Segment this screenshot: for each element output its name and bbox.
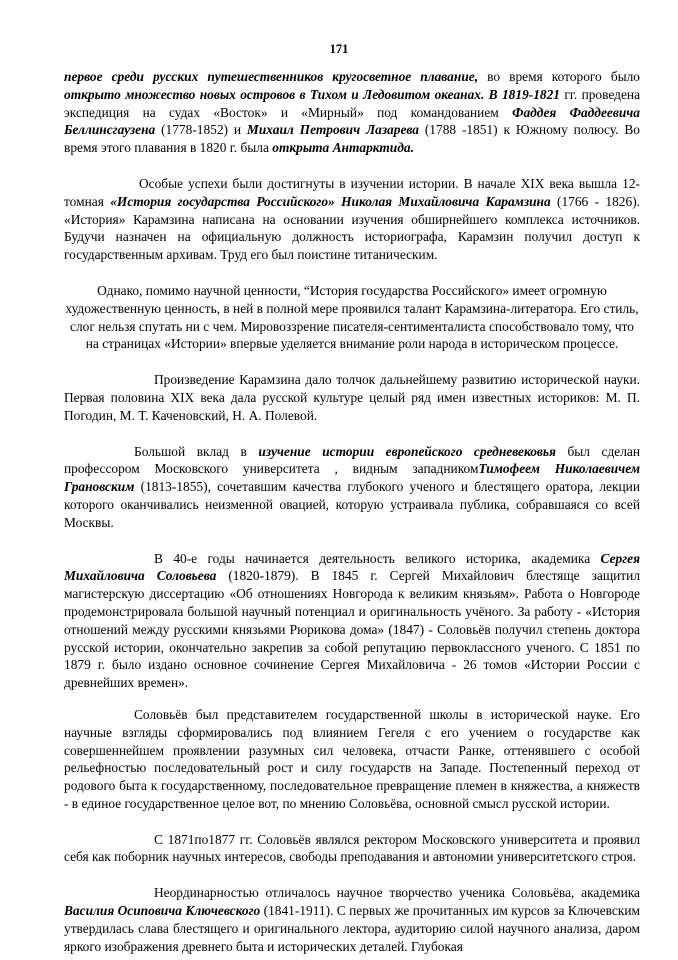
body-text: С 1871по1877 гг. Соловьёв являлся ректором Московского университета и проявил себя как поборник научных интересов, свободы преподавания и автономии университетского строя. — [64, 831, 640, 865]
paragraph-solovyov-rector — [64, 831, 640, 867]
body-text: (1820-1879). В 1845 г. Сергей Михайлович блестяще защитил магистерскую диссертацию «Об отношениях Новгорода к великим князьям». Работа о Новгороде продемонстрировала большой научный потенциал и оригинальность учёного. За работу - «История отношений между русскими князьями Рюрикова дома» (1847) - Соловьёв получил степень доктора русской истории, окончательно закрепив за собой репутацию первоклассного ученого. С 1851 по 1879 г. было издано основное сочинение Сергея Михайловича - 26 томов «Истории России с древнейших времен». — [64, 568, 641, 691]
body-text: (1788 -1851) к Южному полюсу. Во время этого плавания в 1820 г. была — [64, 122, 640, 156]
body-text: В 40-е годы начинается деятельность великого историка, академика — [154, 550, 601, 566]
emphasis-text: Фаддея Фаддеевича Беллинсгаузена — [64, 104, 640, 138]
body-text: во время которого было — [478, 69, 641, 84]
body-text: Особые успехи были достигнуты в изучении истории. В начале XIX века вышла 12-томная — [64, 175, 640, 209]
paragraph-historians — [64, 371, 640, 424]
emphasis-text: Тимофеем Николаевичем Грановским — [64, 461, 640, 495]
paragraph-solovyov — [64, 550, 640, 692]
body-text: (1778-1852) и — [155, 122, 247, 138]
emphasis-text: первое среди русских путешественников кругосветное плавание, — [64, 69, 479, 84]
body-text: Однако, помимо научной ценности, “История государства Российского» имеет огромную художественную ценность, в ней в полной мере проявился талант Карамзина-литератора. Его стиль, слог нельзя спутать ни с чем. Мировоззрение писателя-сентименталиста способствовало тому, что на страницах «Истории» впервые уделяется внимание роли народа в историческом процессе. — [65, 282, 639, 352]
body-text: гг. проведена экспедиция на судах «Восток» и «Мирный» под командованием — [64, 86, 641, 120]
emphasis-text: Василия Осиповича Ключевского — [64, 903, 261, 919]
paragraph-karamzin-history — [64, 175, 640, 264]
emphasis-text: изучение истории европейского средневековья — [258, 443, 556, 459]
page-number: 171 — [329, 42, 349, 56]
paragraph-klyuchevsky — [64, 884, 640, 955]
page-body — [64, 68, 640, 955]
body-text: Большой вклад в — [134, 443, 259, 459]
body-text: Произведение Карамзина дало толчок дальнейшему развитию исторической науки. Первая половина XIX века дала русской культуре целый ряд имен известных историков: М. П. Погодин, М. Т. Каченовский, Н. А. Полевой. — [64, 372, 640, 423]
body-text: был сделан профессором Московского университета , видным западником — [64, 443, 640, 477]
body-text: (1813-1855), сочетавшим качества глубокого ученого и блестящего оратора, лекции которого оканчивались неизменной овацией, которую устраивала публика, собравшаяся со всей Москвы. — [64, 479, 640, 530]
body-text: Неординарностью отличалось научное творчество ученика Соловьёва, академика — [154, 885, 640, 901]
body-text: Соловьёв был представителем государственной школы в исторической науке. Его научные взгляды сформировались под влиянием Гегеля с его учением о государстве как совершеннейшем проявлении разумных сил человека, отчасти Ранке, оттенявшего с особой рельефностью последовательный рост и силу государств на Западе. Постепенный переход от родового быта к государственному, последовательное превращение племен в княжества, а княжеств - в единое государственное целое вот, по мнению Соловьёва, основной смысл русской истории. — [64, 706, 640, 811]
body-text: (1766 - 1826). «История» Карамзина написана на основании изучения обширнейшего комплекса источников. Будучи назначен на официальную должность историографа, Карамзин получил доступ к государственным архивам. Труд его был поистине титаническим. — [64, 193, 640, 263]
body-text: (1841-1911). С первых же прочитанных им курсов за Ключевским утвердилась слава блестящего и оригинального лектора, аудиторию силой научного анализа, даром яркого изображения древнего быта и исторических деталей. Глубокая — [64, 903, 640, 954]
emphasis-text: открыто множество новых островов в Тихом и Ледовитом океанах. В 1819-1821 — [64, 86, 561, 102]
paragraph-expedition — [64, 68, 640, 157]
emphasis-text: Сергея Михайловича Соловьева — [64, 550, 640, 584]
emphasis-text: Михаил Петрович Лазарева — [246, 122, 419, 138]
paragraph-granovsky — [64, 443, 640, 532]
emphasis-text: открыта Антарктида. — [272, 140, 414, 156]
emphasis-text: «История государства Российского» Николая Михайловича Карамзина — [110, 193, 551, 209]
paragraph-karamzin-value — [64, 282, 640, 353]
paragraph-solovyov-views — [64, 706, 640, 813]
